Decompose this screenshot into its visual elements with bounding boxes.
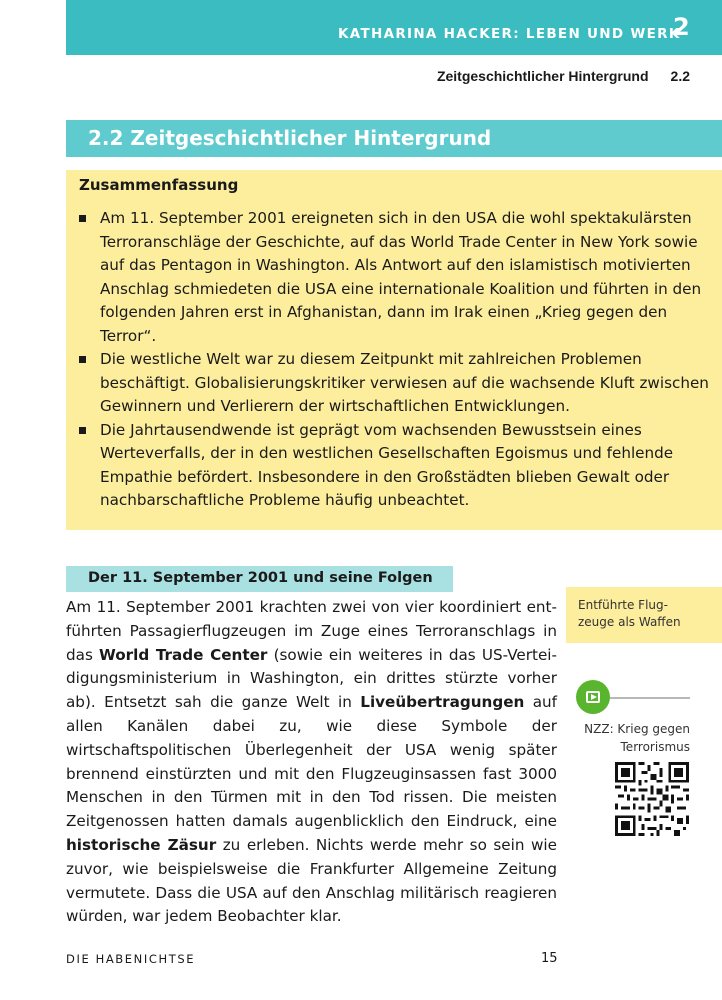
section-heading: 2.2 Zeitgeschichtlicher Hintergrund bbox=[66, 120, 722, 157]
video-link-divider bbox=[610, 697, 690, 699]
bullet-icon bbox=[79, 215, 86, 222]
body-paragraph bbox=[66, 596, 557, 929]
qr-caption-line: NZZ: Krieg gegen bbox=[584, 722, 690, 736]
subheader-number: 2.2 bbox=[670, 68, 690, 84]
qr-caption bbox=[576, 720, 690, 756]
summary-item-text: Die westliche Welt war zu diesem Zeitpunkt mit zahlreichen Problemen beschäftigt. Globalisierungskritiker verwiesen auf die wachsende Kluft zwischen Gewinnern und Verlierern der wirtschaftlichen Entwicklungen. bbox=[100, 350, 709, 415]
subsection-heading: Der 11. September 2001 und seine Folgen bbox=[66, 566, 453, 592]
footer-page-number: 15 bbox=[541, 951, 558, 966]
margin-note bbox=[566, 587, 722, 643]
keyword-historische-zaesur: historische Zäsur bbox=[66, 835, 217, 854]
body-text-2: (sowie ein weiteres in das US-Verteidigungsministerium in Washington, ein drittes stürzte vorher ab). Entsetzt sah die ganze Welt in bbox=[66, 645, 557, 712]
running-title: KATHARINA HACKER: LEBEN UND WERK bbox=[338, 26, 681, 42]
play-video-icon[interactable] bbox=[576, 680, 610, 714]
summary-item bbox=[78, 348, 710, 419]
footer-book-title: DIE HABENICHTSE bbox=[66, 952, 196, 966]
summary-item-text: Am 11. September 2001 ereigneten sich in den USA die wohl spektakulärsten Terroranschläge der Geschichte, auf das World Trade Center in New York sowie auf das Pentagon in Washington. Als Antwort auf den islamistisch motivierten Anschlag schmiedeten die USA eine internationale Koalition und führten in den folgenden Jahren erst in Afghanistan, dann im Irak einen „Krieg gegen den Terror“. bbox=[100, 209, 702, 345]
subheader-title: Zeitgeschichtlicher Hintergrund bbox=[436, 68, 649, 84]
bullet-icon bbox=[79, 356, 86, 363]
chapter-number: 2 bbox=[673, 13, 690, 41]
chapter-header-band bbox=[66, 0, 722, 55]
summary-item bbox=[78, 207, 710, 348]
summary-list bbox=[78, 207, 710, 513]
margin-note-line: Entführte Flug- bbox=[578, 598, 668, 612]
summary-item-text: Die Jahrtausendwende ist geprägt vom wachsenden Bewusstsein eines Werteverfalls, der in den westlichen Gesellschaften Egoismus und fehlende Empathie befördert. Insbesondere in den Großstädten blieben Gewalt oder nachbarschaftliche Probleme häufig unbeachtet. bbox=[100, 420, 674, 509]
body-text-3: auf allen Kanälen dabei zu, wie diese Symbole der wirtschaftspolitischen Überlegenheit der USA wenig später brennend einstürzten und mit den Flugzeuginsassen fast 3000 Menschen in den Türmen mit in den Tod rissen. Die meisten Zeitgenossen hatten damals augenblicklich den Eindruck, eine bbox=[66, 693, 557, 831]
section-subheader bbox=[420, 68, 690, 84]
qr-caption-line: Terrorismus bbox=[620, 740, 690, 754]
play-triangle-shape bbox=[591, 694, 597, 700]
summary-title: Zusammenfassung bbox=[79, 176, 239, 194]
body-text-4: zu erleben. Nichts werde mehr so sein wie zuvor, wie beispielsweise die Frankfurter Allgemeine Zeitung vermutete. Dass die USA auf den Anschlag militärisch reagieren würden, war jedem Beobachter klar. bbox=[66, 835, 557, 926]
summary-box bbox=[66, 170, 722, 530]
body-text-1: Am 11. September 2001 krachten zwei von vier koordiniert entführten Passagierflugzeugen im Zuge eines Terroranschlags in das bbox=[66, 598, 557, 664]
summary-item bbox=[78, 419, 710, 513]
bullet-icon bbox=[79, 427, 86, 434]
keyword-world-trade-center: World Trade Center bbox=[99, 645, 268, 664]
margin-note-line: zeuge als Waffen bbox=[578, 615, 681, 629]
qr-code-icon[interactable] bbox=[615, 762, 689, 836]
keyword-liveuebertragungen: Liveübertragungen bbox=[360, 693, 525, 712]
